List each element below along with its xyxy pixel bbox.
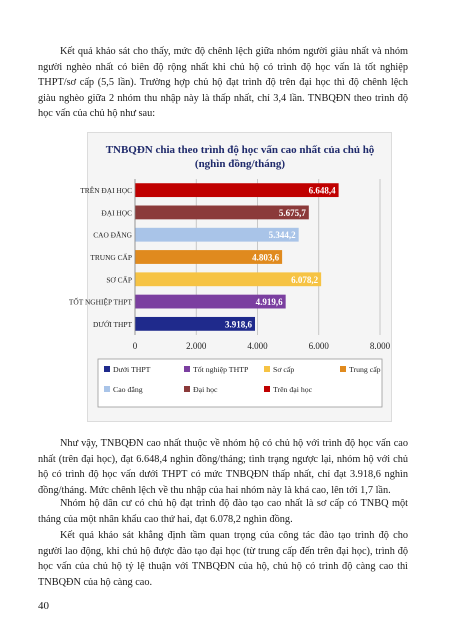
x-tick-label: 6.000 bbox=[308, 341, 329, 351]
conclusion-paragraph: Kết quả khảo sát khẳng định tầm quan trọng của công tác đào tạo trình độ cho người lao động, khi chủ hộ được đào tạo đại học (từ trung cấp đến trên đại học), trình độ học vấn của chủ hộ tỷ lệ thuận với TNBQĐN của hộ, chủ hộ có trình độ càng cao thì TNBQĐN của hộ càng cao. bbox=[38, 530, 408, 588]
intro-paragraph: Kết quả khảo sát cho thấy, mức độ chênh lệch giữa nhóm người giàu nhất và nhóm người nghèo nhất có biên độ rộng nhất khi chủ hộ có trình độ học vấn là tốt nghiệp THPT/sơ cấp (5,5 lần). Trường hợp chủ hộ đạt trình độ trên đại học thì độ chênh lệch giàu nghèo giữa 2 nhóm thu nhập này là thấp nhất, chỉ 3,4 lần. TNBQĐN theo trình độ học vấn của chủ hộ như sau: bbox=[38, 46, 408, 120]
legend-label: Trên đại học bbox=[273, 385, 313, 394]
legend-swatch bbox=[104, 366, 110, 372]
legend-swatch bbox=[184, 386, 190, 392]
category-label: TRUNG CẤP bbox=[90, 253, 132, 262]
legend-label: Trung cấp bbox=[349, 365, 381, 374]
legend-swatch bbox=[264, 366, 270, 372]
legend-label: Cao đẳng bbox=[113, 385, 143, 394]
legend-swatch bbox=[104, 386, 110, 392]
legend-label: Đại học bbox=[193, 385, 218, 394]
x-tick-label: 2.000 bbox=[186, 341, 207, 351]
bar-value-label: 5.675,7 bbox=[278, 207, 306, 218]
category-label: ĐẠI HỌC bbox=[101, 208, 132, 218]
page-number: 40 bbox=[38, 600, 49, 612]
category-label: TRÊN ĐẠI HỌC bbox=[80, 186, 132, 196]
x-tick-label: 8.000 bbox=[369, 341, 391, 351]
category-label: CAO ĐẲNG bbox=[93, 230, 132, 240]
second-rank-paragraph: Nhóm hộ dân cư có chủ hộ đạt trình độ đào tạo cao nhất là sơ cấp có TNBQ một tháng của một nhân khẩu cao thứ hai, đạt 6.078,2 nghìn đồng. bbox=[38, 498, 408, 525]
chart-title: TNBQĐN chia theo trình độ học vấn cao nhất của chủ hộ bbox=[105, 144, 375, 156]
bar-chart bbox=[68, 133, 391, 421]
x-tick-label: 0 bbox=[132, 341, 138, 351]
category-label: SƠ CẤP bbox=[106, 275, 132, 285]
legend-swatch bbox=[264, 386, 270, 392]
legend-label: Dưới THPT bbox=[113, 365, 151, 374]
legend-label: Tốt nghiệp THTP bbox=[193, 365, 249, 374]
chart-subtitle: (nghìn đồng/tháng) bbox=[194, 158, 286, 170]
bar-value-label: 5.344,2 bbox=[268, 230, 296, 241]
category-label: DƯỚI THPT bbox=[92, 319, 132, 329]
x-tick-label: 4.000 bbox=[247, 341, 268, 351]
analysis-paragraph: Như vậy, TNBQĐN cao nhất thuộc về nhóm hộ có chủ hộ với trình độ học vấn cao nhất (trên đại học), đạt 6.648,4 nghìn đồng/tháng; tình trạng ngược lại, nhóm hộ với chủ hộ có trình độ học vấn dưới THPT có mức TNBQĐN thấp nhất, chỉ đạt 3.918,6 nghìn đồng/tháng. Mức chênh lệch về thu nhập của hai nhóm này là khá cao, lên tới 1,7 lần. bbox=[38, 438, 408, 496]
legend-swatch bbox=[340, 366, 346, 372]
category-label: TỐT NGHIỆP THPT bbox=[68, 297, 132, 307]
bar-value-label: 4.803,6 bbox=[252, 252, 280, 263]
bar-chart-panel bbox=[68, 132, 392, 422]
legend-label: Sơ cấp bbox=[273, 365, 295, 374]
bar-value-label: 6.078,2 bbox=[291, 274, 319, 285]
bar-value-label: 4.919,6 bbox=[255, 297, 283, 308]
bar-value-label: 6.648,4 bbox=[308, 185, 336, 196]
bar-value-label: 3.918,6 bbox=[225, 319, 253, 330]
legend-swatch bbox=[184, 366, 190, 372]
